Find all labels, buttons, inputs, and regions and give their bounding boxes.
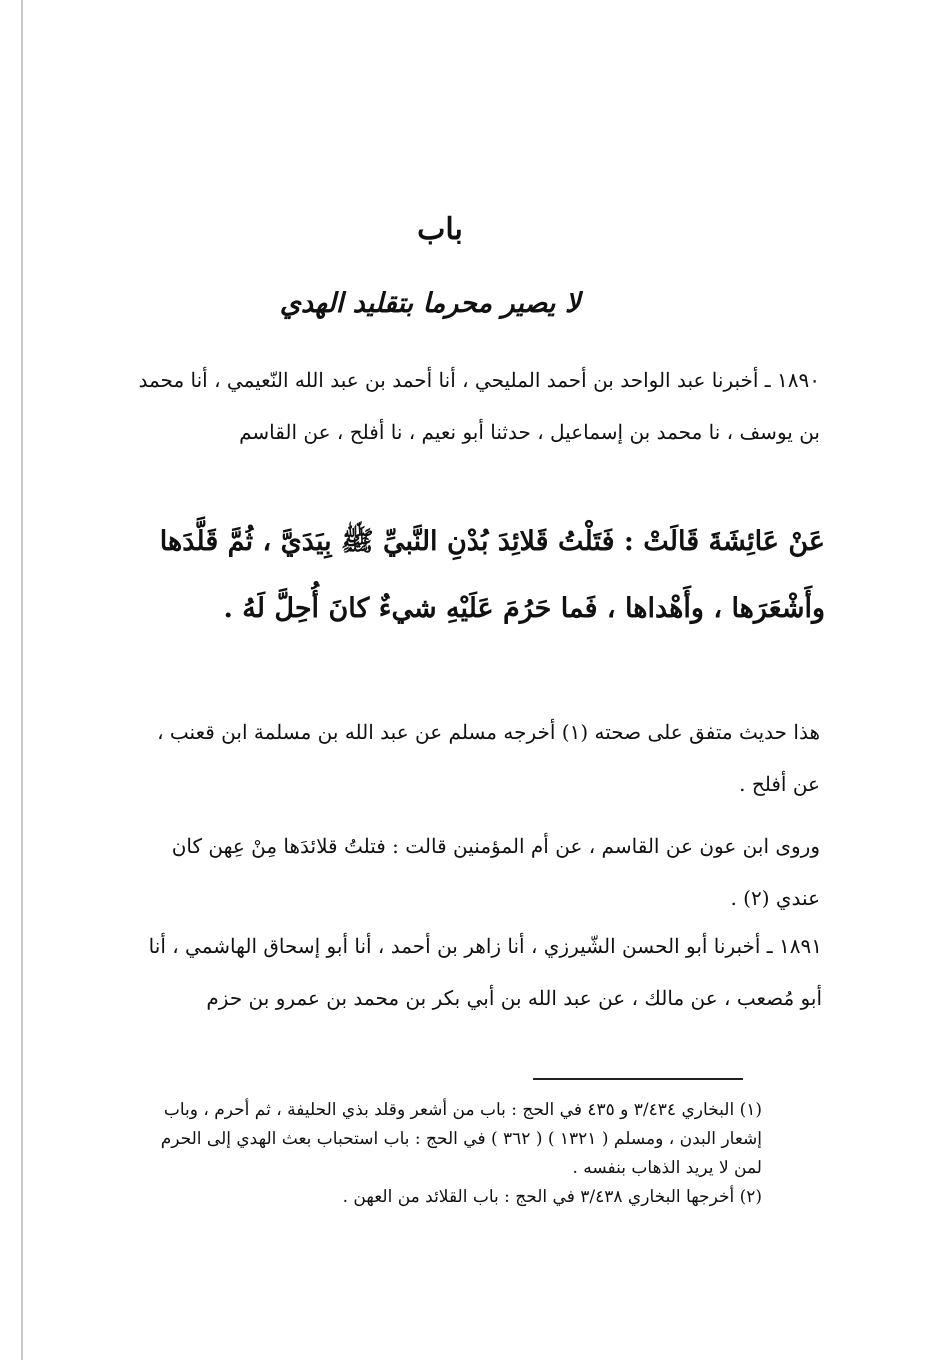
hadith-1891-isnad: ١٨٩١ ـ أخبرنا أبو الحسن الشّيرزي ، أنا زاهر بن أحمد ، أنا أبو إسحاق الهاشمي ، أنا أبو مُصعب ، عن مالك ، عن عبد الله بن أبي بكر بن محمد بن عمرو بن حزم [148,934,822,1010]
footnote-2: (٢) أخرجها البخاري ٣/٤٣٨ في الحج : باب القلائد من العهن . [342,1187,762,1207]
hadith-1890-matn: عَنْ عَائِشَةَ قَالَتْ : فَتَلْتُ قَلائِدَ بُدْنِ النَّبيِّ ﷺ بِيَدَيَّ ، ثُمَّ قَلَّدَها وأَشْعَرَها ، وأَهْداها ، فَما حَرُمَ عَلَيْهِ شيءٌ كانَ أُحِلَّ لَهُ . [159,526,825,624]
hadith-1890-isnad: ١٨٩٠ ـ أخبرنا عبد الواحد بن أحمد المليحي ، أنا أحمد بن عبد الله النّعيمي ، أنا محمد بن يوسف ، نا محمد بن إسماعيل ، حدثنا أبو نعيم ، نا أفلح ، عن القاسم [138,368,820,444]
hadith-1890-variant: وروى ابن عون عن القاسم ، عن أم المؤمنين قالت : فتلتُ قلائدَها مِنْ عِهن كان عندي (٢) . [171,834,820,910]
footnote-1: (١) البخاري ٣/٤٣٤ و ٤٣٥ في الحج : باب من أشعر وقلد بذي الحليفة ، ثم أحرم ، وباب إشعار البدن ، ومسلم ( ١٣٢١ ) ( ٣٦٢ ) في الحج : باب استحباب بعث الهدي إلى الحرم لمن لا يريد الذهاب بنفسه . [160,1100,762,1178]
footnote-separator [533,1078,743,1080]
hadith-1890-commentary: هذا حديث متفق على صحته (١) أخرجه مسلم عن عبد الله بن مسلمة ابن قعنب ، عن أفلح . [157,720,820,796]
chapter-subtitle: لا يصير محرما بتقليد الهدي [279,288,581,319]
page-edge-line [21,0,23,1360]
chapter-heading: باب [417,212,463,247]
footnotes [132,1096,762,1212]
